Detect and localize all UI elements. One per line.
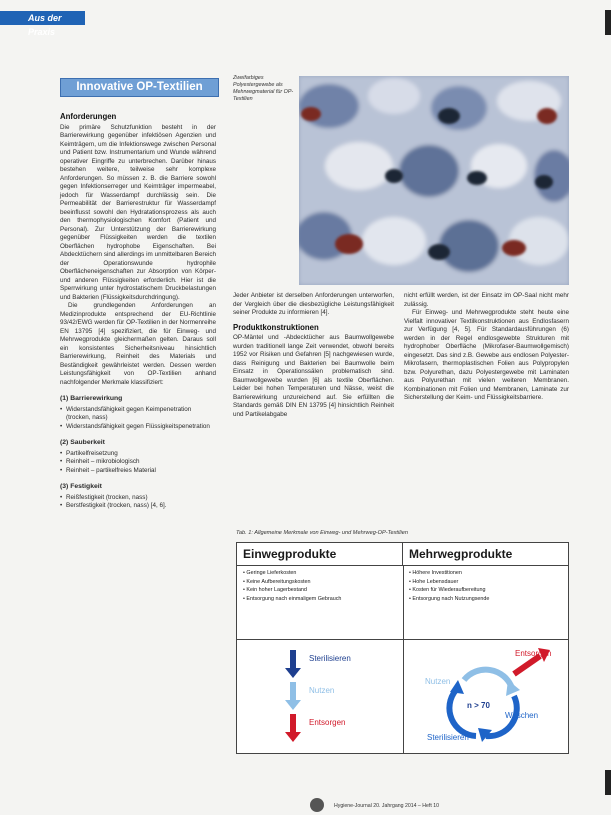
cycle-arrow	[449, 690, 476, 736]
arrow-shaft	[290, 650, 296, 668]
column-1	[60, 113, 216, 511]
group-title: (2) Sauberkeit	[60, 439, 105, 446]
arrow-down-icon	[285, 700, 301, 710]
mehrweg-list	[409, 569, 564, 604]
table-caption: Tab. 1: Allgemeine Merkmale von Einweg- und Mehrweg-OP-Textilien	[236, 530, 408, 536]
section-tag: Aus der Praxis	[0, 11, 85, 25]
paragraph: nicht erfüllt werden, ist der Einsatz im OP-Saal nicht mehr zulässig.	[404, 292, 569, 308]
edge-mark	[605, 10, 611, 35]
list-item: • Berstfestigkeit (trocken, nass) [4, 6].	[60, 502, 216, 511]
arrow-up-icon	[450, 680, 464, 694]
arrow-shaft	[290, 714, 296, 732]
paragraph: Für Einweg- und Mehrwegprodukte steht heute eine Vielfalt innovativer Textilkonstruktionen aus Endlosfasern zur Verfügung [4, 5]. Für Standardausführungen (6) werden in der Regel endlosgewebte Strukturen mit hydrophober Oberfläche (Mikrofaser-Baumwollgemisch) eingesetzt. Das sind z.B. Gewebe aus endlosen Polyester-Mikrofasern, thermoplastischen Folien aus Polypropylen bzw. Polyurethan, dazu Polyestergewebe mit Laminaten aus Polyurethan mit vielen weiteren Membranen. Kombinationen mit Folien und Membranen, Laminate zur Sicherstellung der Keim- und Flüssigkeitsbarriere.	[404, 309, 569, 401]
cycle-waschen: Waschen	[505, 711, 539, 720]
step-entsorgen: Entsorgen	[309, 718, 346, 727]
list-item: • Partikelfreisetzung	[60, 450, 216, 459]
einweg-list	[243, 569, 398, 604]
paragraph: OP-Mäntel und -Abdecktücher aus Baumwollgewebe wurden traditionell lange Zeit verwendet, obwohl bereits 1952 vor Risiken und Gefahren [5] nachgewiesen wurde, dass Reinigung und Bakterien bei Baumwolle beim Einsatz in Operationssälen problematisch sind. Baumwollgewebe wurden [6] als textile Oberflächen. Leider bei hohen Temperaturen und Nässe, weist die Barrierewirkung unzureichend auf. Sie erfüllten die Standards gemäß DIN EN 13795 [4] hinsichtlich Reinheit und Partikelabgabe	[233, 334, 394, 418]
article-title: Innovative OP-Textilien	[60, 78, 219, 97]
list-item: • Reißfestigkeit (trocken, nass)	[60, 494, 216, 503]
column-2	[233, 292, 394, 419]
list-item: • Entsorgung nach Nutzungsende	[409, 596, 490, 603]
dispose-arrow	[514, 656, 540, 674]
list-item: • Kein hoher Lagerbestand	[243, 587, 307, 594]
list-item: • Reinheit – partikelfreies Material	[60, 467, 216, 476]
list-item: • Keine Aufbereitungskosten	[243, 578, 311, 585]
arrow-shaft	[290, 682, 296, 700]
table-header-mehrweg: Mehrwegprodukte	[403, 543, 568, 566]
paragraph: Die grundlegenden Anforderungen an Medizinprodukte entsprechend der EU-Richtlinie 93/42/EWG werden für OP-Textilien in der Normenreihe EN 13795 [4] spezifiziert, die für Einweg- und Mehrwegprodukte gleichermaßen gelten. Daraus soll ein konsistentes Sicherheitsniveau hinsichtlich Barrierewirkung, Reinheit des Materials und Beständigkeit gewährleistet werden. Dessen werden Leistungsfähigkeit von OP-Textilien anhand nachfolgender Merkmale klassifiziert:	[60, 302, 216, 386]
list-item: • Geringe Lieferkosten	[243, 570, 297, 576]
list-item: • Höhere Investitionen	[409, 570, 462, 576]
column-3	[404, 292, 569, 403]
list-item: • Widerstandsfähigkeit gegen Flüssigkeitspenetration	[60, 423, 216, 432]
cycle-sterilisieren: Sterilisieren	[427, 733, 469, 742]
heading-anforderungen: Anforderungen	[60, 112, 117, 121]
comparison-table	[236, 542, 569, 754]
arrow-down-icon	[285, 668, 301, 678]
list-item: • Hohe Lebensdauer	[409, 578, 459, 585]
heading-produktkonstruktionen: Produktkonstruktionen	[233, 322, 319, 332]
list-item: • Reinheit – mikrobiologisch	[60, 458, 216, 467]
cycle-entsorgen: Entsorgen	[515, 649, 552, 658]
list-item: • Entsorgung nach einmaligem Gebrauch	[243, 596, 342, 603]
group-title: (3) Festigkeit	[60, 483, 102, 490]
group-title: (1) Barrierewirkung	[60, 395, 123, 402]
paragraph: Jeder Anbieter ist derselben Anforderungen unterworfen, der Vergleich über die diesbezügliche Leistungsfähigkeit seiner Produkte zu informieren [4].	[233, 292, 394, 316]
edge-mark	[605, 770, 611, 795]
footer-text: Hygiene-Journal 20. Jahrgang 2014 – Heft 10	[334, 803, 439, 809]
fabric-photo	[299, 76, 569, 285]
step-nutzen: Nutzen	[309, 686, 335, 695]
list-item: • Widerstandsfähigkeit gegen Keimpenetration (trocken, nass)	[60, 406, 216, 423]
photo-caption: Zweifarbiges Polyestergewebe als Mehrwegmaterial für OP-Textilien	[233, 75, 294, 102]
page-badge	[310, 798, 324, 812]
table-header-einweg: Einwegprodukte	[237, 543, 403, 566]
paragraph: Die primäre Schutzfunktion besteht in der Barrierewirkung gegenüber infektiösen Agenzien und Keimträgern, um die Infektionswege zwischen Personal und Patient bzw. Instrumentarium und Wunde während operativer Eingriffe zu unterbrechen. Darüber hinaus bestehen weitere, teilweise sehr komplexe Anforderungen. So müssen z. B. die Barriere sowohl gegen Infektionserreger und Keimträger impermeabel, jedoch für Wasserdampf durchlässig sein. Die Permeabilität der Barrierestruktur für Wasserdampf beeinflusst sowohl den Hydratationsprozess als auch den thermophysiologischen Komfort (Patient und Personal). Zur Unterstützung der Barrierewirkung gegenüber Flüssigkeiten werden die textilen Oberflächen hydrophobe Eigenschaften. Bei Abdecktüchern sind allerdings im unmittelbaren Bereich der Operationswunde hydrophile Oberflächeneigenschaften zur Absorption von Körper- und anderen Flüssigkeiten erforderlich. Hier ist die Sperrwirkung unter hydrostatischem Druckbelastungen und Bakterien (Flüssigkeitsdurchdringung).	[60, 123, 216, 301]
arrow-down-icon	[285, 732, 301, 742]
arrow-right-icon	[506, 680, 520, 696]
cycle-nutzen: Nutzen	[425, 677, 451, 686]
list-item: • Kosten für Wiederaufbereitung	[409, 587, 486, 594]
cycle-count: n > 70	[467, 701, 490, 710]
step-sterilisieren: Sterilisieren	[309, 654, 351, 663]
cycle-arrow	[464, 670, 512, 688]
